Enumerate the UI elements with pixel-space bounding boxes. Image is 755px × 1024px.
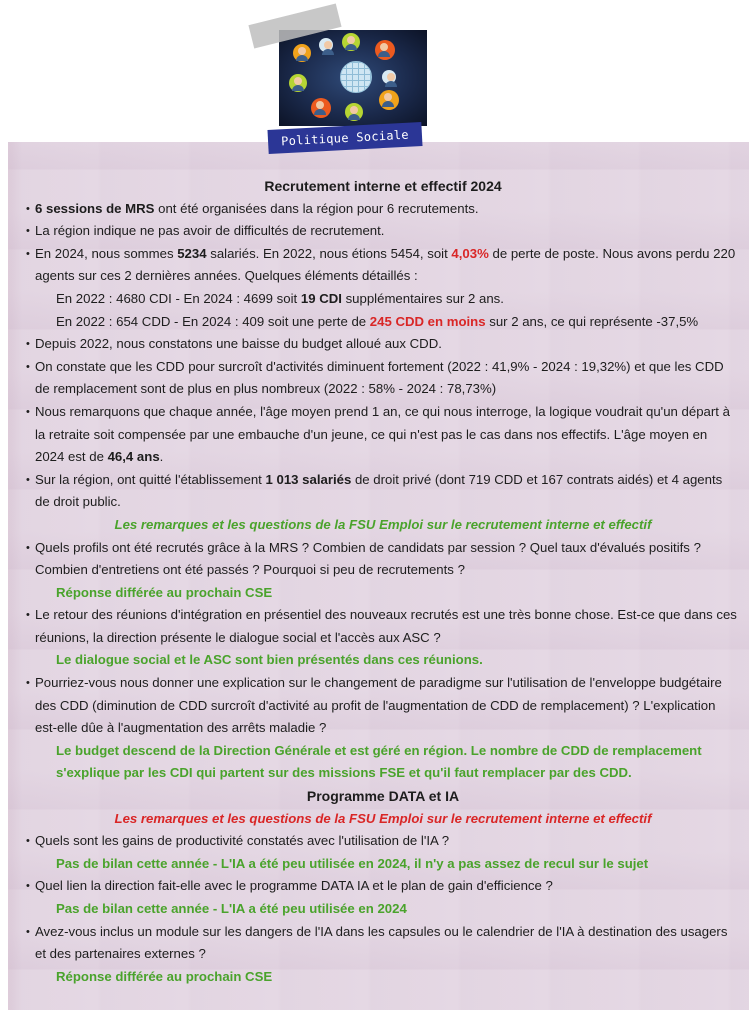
person-icon <box>375 40 395 60</box>
person-icon <box>382 70 396 84</box>
question: • Avez-vous inclus un module sur les dangers de l'IA dans les capsules ou le calendrier de l'IA à destination des usagers et des partenaires externes ? <box>26 921 740 966</box>
detail-line <box>26 311 740 334</box>
answer: Réponse différée au prochain CSE <box>56 584 273 600</box>
question: • Quel lien la direction fait-elle avec le programme DATA IA et le plan de gain d'efficience ? <box>26 875 740 898</box>
person-icon <box>289 74 307 92</box>
questions-subtitle: Les remarques et les questions de la FSU Emploi sur le recrutement interne et effectif <box>114 810 652 826</box>
text: Sur la région, ont quitté l'établissement <box>35 471 266 487</box>
category-badge: Politique Sociale <box>267 122 422 154</box>
highlight-red: 245 CDD en moins <box>369 313 486 329</box>
person-icon <box>342 33 360 51</box>
text: . <box>159 449 164 465</box>
person-icon <box>293 44 311 62</box>
header-illustration <box>279 30 427 126</box>
emphasis: 19 CDI <box>300 290 342 306</box>
text: sur 2 ans, ce qui représente -37,5% <box>485 313 699 329</box>
highlight-red: 4,03% <box>451 245 489 261</box>
text: En 2022 : 4680 CDI - En 2024 : 4699 soit <box>56 290 301 306</box>
document-body <box>26 175 740 988</box>
questions-subtitle: Les remarques et les questions de la FSU Emploi sur le recrutement interne et effectif <box>114 516 652 532</box>
section-title: Programme DATA et IA <box>306 788 460 805</box>
person-icon <box>345 103 363 121</box>
text: de droit privé (dont 719 CDD et 167 contrats aidés) et 4 agents de droit public. <box>35 471 723 510</box>
globe-icon <box>340 61 372 93</box>
text: En 2022 : 654 CDD - En 2024 : 409 soit une perte de <box>56 313 370 329</box>
answer: Réponse différée au prochain CSE <box>56 968 273 984</box>
emphasis: 5234 <box>177 245 207 261</box>
list-item <box>26 198 740 221</box>
answer: Le budget descend de la Direction Générale et est géré en région. Le nombre de CDD de remplacement s'explique par les CDI qui partent sur des missions FSE et qu'il faut remplacer par des CDD. <box>56 742 702 781</box>
emphasis: 1 013 salariés <box>265 471 352 487</box>
text: de perte de poste. Nous avons perdu 220 agents sur ces 2 dernières années. Quelques éléments détaillés : <box>35 245 736 284</box>
question: • Le retour des réunions d'intégration en présentiel des nouveaux recrutés est une très bonne chose. Est-ce que dans ces réunions, la direction présente le dialogue social et l'accès aux ASC ? <box>26 604 740 649</box>
person-icon <box>319 38 333 52</box>
answer: Pas de bilan cette année - L'IA a été peu utilisée en 2024 <box>56 901 407 916</box>
list-item <box>26 469 740 514</box>
question: • Pourriez-vous nous donner une explication sur le changement de paradigme sur l'utilisation de l'enveloppe budgétaire des CDD (diminution de CDD surcroît d'activité au profit de l'augmentation de CDD de remplacement) ? L'explication est-elle dûe à l'augmentation des arrêts maladie ? <box>26 672 740 740</box>
list-item <box>26 401 740 469</box>
text: Nous remarquons que chaque année, l'âge moyen prend 1 an, ce qui nous interroge, la logique voudrait qu'un départ à la retraite soit compensée par une embauche d'un jeune, ce qui n'est pas le cas dans nos effectifs. L'âge moyen en 2024 est de <box>35 403 730 465</box>
question: • Quels profils ont été recrutés grâce à la MRS ? Combien de candidats par session ? Quel taux d'évalués positifs ? Combien d'entretiens ont été passés ? Pourquoi si peu de recrutements ? <box>26 537 740 582</box>
section-title: Recrutement interne et effectif 2024 <box>264 178 502 194</box>
person-icon <box>379 90 399 110</box>
text: salariés. En 2022, nous étions 5454, soit <box>206 245 452 261</box>
question: • Quels sont les gains de productivité constatés avec l'utilisation de l'IA ? <box>26 830 740 853</box>
text: En 2024, nous sommes <box>35 245 178 261</box>
list-item <box>26 243 740 288</box>
list-item: • On constate que les CDD pour surcroît d'activités diminuent fortement (2022 : 41,9% - 2024 : 19,32%) et que les CDD de remplacement sont de plus en plus nombreux (2022 : 58% - 2024 : 78,73%) <box>26 356 740 401</box>
emphasis: 6 sessions de MRS <box>35 200 155 216</box>
list-item: • Depuis 2022, nous constatons une baisse du budget alloué aux CDD. <box>26 333 740 356</box>
text: ont été organisées dans la région pour 6 recrutements. <box>154 200 479 216</box>
detail-line <box>26 288 740 311</box>
text: supplémentaires sur 2 ans. <box>341 290 504 306</box>
person-icon <box>311 98 331 118</box>
answer: Pas de bilan cette année - L'IA a été peu utilisée en 2024, il n'y a pas assez de recul sur le sujet <box>56 855 649 871</box>
emphasis: 46,4 ans <box>107 449 160 465</box>
list-item: • La région indique ne pas avoir de difficultés de recrutement. <box>26 220 740 243</box>
answer: Le dialogue social et le ASC sont bien présentés dans ces réunions. <box>56 652 483 668</box>
